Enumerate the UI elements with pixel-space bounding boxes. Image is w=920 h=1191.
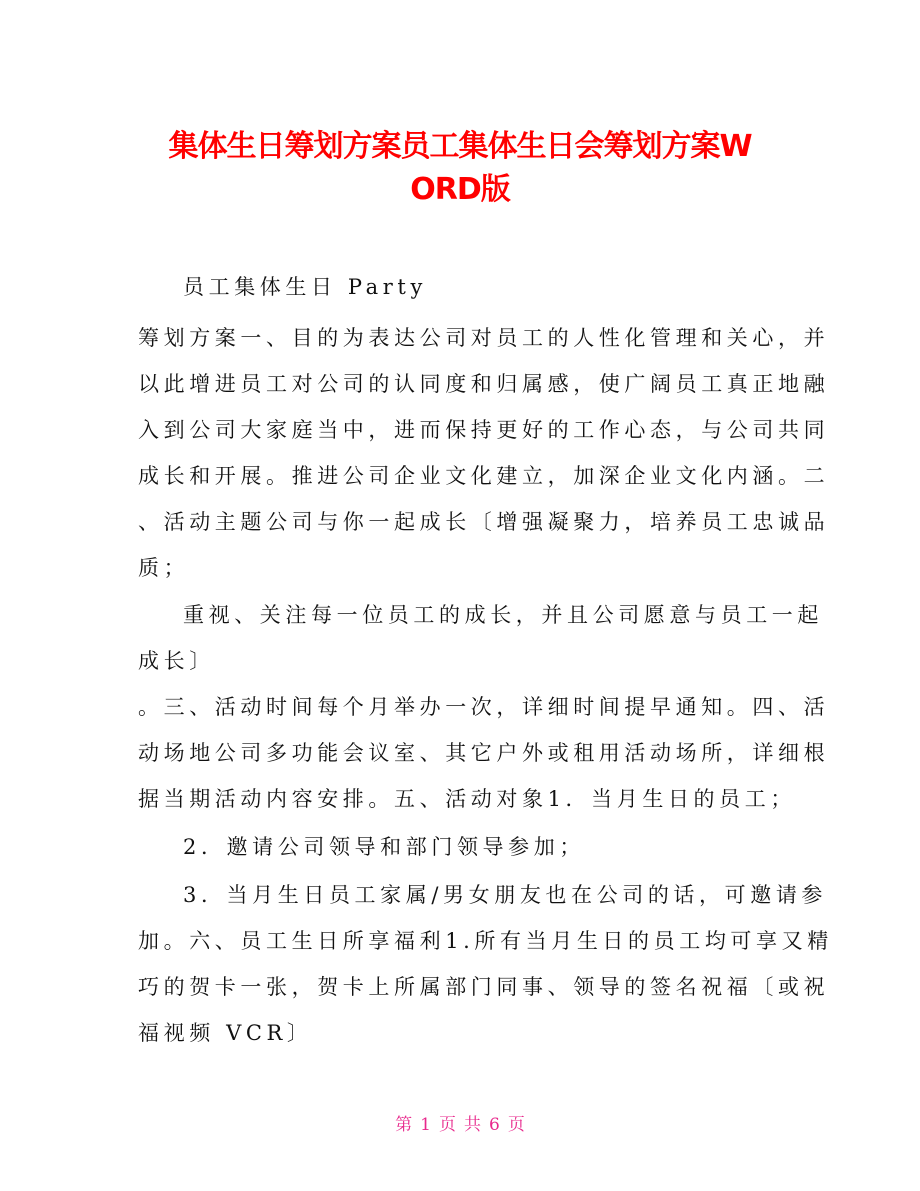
page-number-footer xyxy=(0,1112,920,1138)
body-line: 重视、关注每一位员工的成长，并且公司愿意与员工一起 xyxy=(183,603,823,627)
document-title-line-1: 集体生日筹划方案员工集体生日会筹划方案W xyxy=(168,129,752,164)
body-line: 巧的贺卡一张，贺卡上所属部门同事、领导的签名祝福〔或祝 xyxy=(138,975,830,999)
body-line: 加。六、员工生日所享福利1.所有当月生日的员工均可享又精 xyxy=(138,929,833,953)
body-line: 筹划方案一、目的为表达公司对员工的人性化管理和关心，并 xyxy=(138,326,830,350)
body-line: 据当期活动内容安排。五、活动对象1．当月生日的员工； xyxy=(138,787,796,811)
body-line: 。三、活动时间每个月举办一次，详细时间提早通知。四、活 xyxy=(138,695,830,719)
body-line: 成长和开展。推进公司企业文化建立，加深企业文化内涵。二 xyxy=(138,464,830,488)
body-line: 动场地公司多功能会议室、其它户外或租用活动场所，详细根 xyxy=(138,741,830,765)
body-line: 福视频 VCR〕 xyxy=(138,1021,313,1045)
body-line: 3．当月生日员工家属/男女朋友也在公司的话，可邀请参 xyxy=(183,883,828,907)
body-line: 2．邀请公司领导和部门领导参加； xyxy=(183,835,585,859)
document-title-line-2: ORD版 xyxy=(410,172,510,207)
page-label: 第 xyxy=(395,1115,413,1135)
total-pages-number: 6 xyxy=(489,1115,500,1135)
page-unit: 页 xyxy=(439,1115,456,1135)
total-unit: 页 xyxy=(507,1115,525,1135)
body-line: 以此增进员工对公司的认同度和归属感，使广阔员工真正地融 xyxy=(138,372,830,396)
current-page-number: 1 xyxy=(420,1115,431,1135)
body-line: 、活动主题公司与你一起成长〔增强凝聚力，培养员工忠诚品 xyxy=(138,510,830,534)
body-line: 成长〕 xyxy=(138,649,215,673)
total-label: 共 xyxy=(464,1115,481,1135)
body-line: 入到公司大家庭当中，进而保持更好的工作心态，与公司共同 xyxy=(138,418,830,442)
body-line: 质； xyxy=(138,556,190,580)
body-line: 员工集体生日 Party xyxy=(183,275,427,299)
